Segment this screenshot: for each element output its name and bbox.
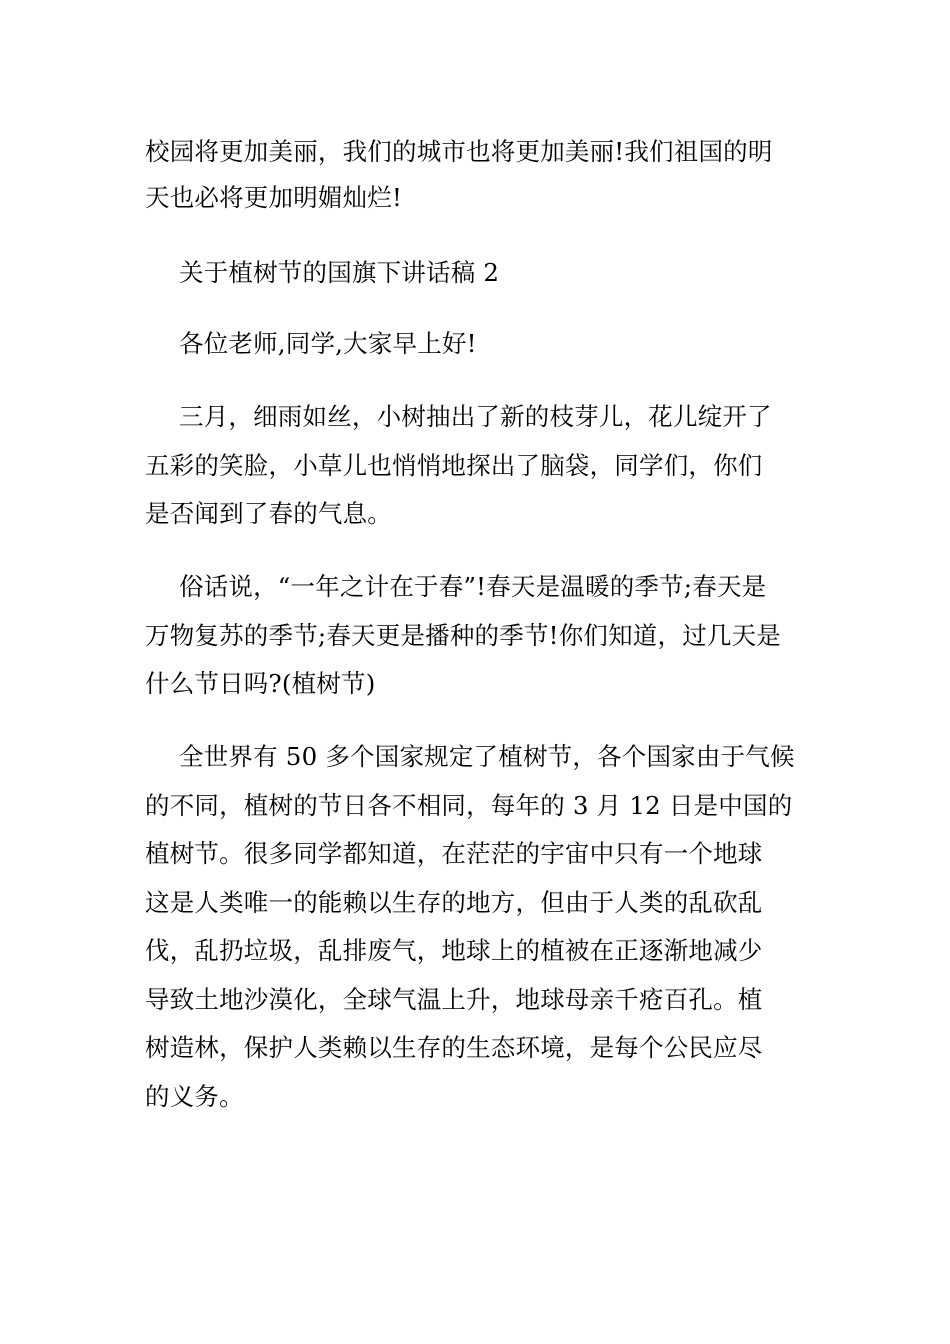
text-line: 的义务。 (145, 1082, 244, 1111)
text-line: 校园将更加美丽，我们的城市也将更加美丽!我们祖国的明 (145, 137, 773, 166)
text-line: 这是人类唯一的能赖以生存的地方，但由于人类的乱砍乱 (145, 888, 763, 917)
section-heading: 关于植树节的国旗下讲话稿 2 (179, 258, 500, 287)
text-line: 天也必将更加明媚灿烂! (145, 183, 403, 212)
text-line: 导致土地沙漠化，全球气温上升，地球母亲千疮百孔。植 (145, 985, 763, 1014)
text-line: 五彩的笑脸，小草儿也悄悄地探出了脑袋，同学们，你们 (145, 451, 763, 480)
text-line: 的不同，植树的节日各不相同，每年的 3 月 12 日是中国的 (145, 791, 793, 820)
text-line: 三月，细雨如丝，小树抽出了新的枝芽儿，花儿绽开了 (179, 402, 772, 431)
text-line: 俗话说，“一年之计在于春”!春天是温暖的季节;春天是 (179, 572, 767, 601)
text-line: 什么节日吗?(植树节) (145, 669, 376, 698)
text-line: 全世界有 50 多个国家规定了植树节，各个国家由于气候 (179, 742, 795, 771)
text-line: 是否闻到了春的气息。 (145, 499, 392, 528)
text-line: 树造林，保护人类赖以生存的生态环境，是每个公民应尽 (145, 1033, 763, 1062)
text-line: 伐，乱扔垃圾，乱排废气，地球上的植被在正逐渐地减少 (145, 936, 763, 965)
greeting-line: 各位老师,同学,大家早上好! (179, 329, 477, 358)
text-line: 植树节。很多同学都知道，在茫茫的宇宙中只有一个地球 (145, 839, 763, 868)
text-line: 万物复苏的季节;春天更是播种的季节!你们知道，过几天是 (145, 621, 781, 650)
